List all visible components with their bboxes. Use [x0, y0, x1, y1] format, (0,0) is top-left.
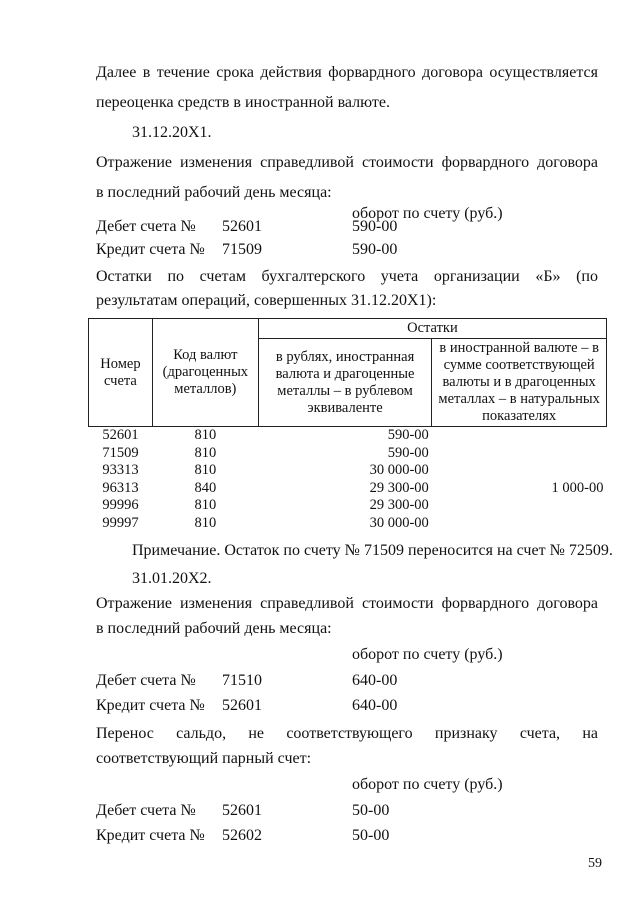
cell-rub: 30 000-00	[369, 514, 429, 531]
cell-account: 93313	[102, 462, 139, 479]
cell-code: 810	[194, 462, 217, 479]
debit-account: 71510	[222, 672, 262, 689]
credit-amount: 590-00	[352, 241, 398, 258]
cell-rub: 590-00	[387, 444, 429, 461]
debit-account: 52601	[222, 802, 262, 819]
turnover-label: оборот по счету (руб.)	[352, 646, 503, 663]
cell-rub: 29 300-00	[369, 497, 429, 514]
paragraph-line: Отражение изменения справедливой стоимости форвардного договора	[96, 595, 598, 612]
cell-code: 810	[194, 444, 217, 461]
paragraph-line: в последний рабочий день месяца:	[96, 620, 332, 637]
debit-amount: 590-00	[352, 218, 398, 235]
cell-fx	[432, 515, 607, 533]
credit-amount: 50-00	[352, 827, 390, 844]
cell-account: 99996	[102, 497, 139, 514]
header-balance-rub: в рублях, иностранная валюта и драгоценные металлы – в рублевом эквиваленте	[258, 339, 432, 427]
header-balance-fx: в иностранной валюте – в сумме соответствующей валюты и в драгоценных металлах – в натуральных показателях	[432, 339, 607, 427]
cell-fx	[432, 497, 607, 515]
table-row	[89, 462, 607, 480]
credit-account: 52601	[222, 697, 262, 714]
debit-account: 52601	[222, 218, 262, 235]
cell-rub: 29 300-00	[369, 479, 429, 496]
cell-fx	[432, 427, 607, 445]
cell-account: 52601	[102, 427, 139, 444]
paragraph-line: в последний рабочий день месяца:	[96, 184, 332, 201]
turnover-label: оборот по счету (руб.)	[352, 776, 503, 793]
table-row	[89, 427, 607, 445]
turnover-label: оборот по счету (руб.)	[352, 205, 503, 222]
paragraph-line: Остатки по счетам бухгалтерского учета организации «Б» (по	[96, 268, 598, 285]
header-account-number: Номер счета	[89, 319, 153, 427]
cell-code: 810	[194, 427, 217, 444]
date-heading: 31.12.20Х1.	[132, 124, 212, 141]
debit-amount: 50-00	[352, 802, 390, 819]
table-row	[89, 445, 607, 463]
debit-label: Дебет счета №	[96, 218, 196, 235]
paragraph-line: Далее в течение срока действия форвардного договора осуществляется	[96, 64, 598, 81]
balances-table	[88, 318, 607, 532]
credit-account: 71509	[222, 241, 262, 258]
credit-label: Кредит счета №	[96, 827, 205, 844]
cell-rub: 30 000-00	[369, 462, 429, 479]
cell-code: 810	[194, 497, 217, 514]
cell-fx	[432, 445, 607, 463]
credit-amount: 640-00	[352, 697, 398, 714]
paragraph-line: результатам операций, совершенных 31.12.20Х1):	[96, 292, 437, 309]
table-row	[89, 480, 607, 498]
paragraph-line: Перенос сальдо, не соответствующего признаку счета, на	[96, 725, 598, 742]
debit-label: Дебет счета №	[96, 672, 196, 689]
credit-label: Кредит счета №	[96, 697, 205, 714]
paragraph-line: соответствующий парный счет:	[96, 750, 312, 767]
table-row	[89, 515, 607, 533]
credit-account: 52602	[222, 827, 262, 844]
cell-code: 840	[194, 479, 217, 496]
cell-account: 96313	[102, 479, 139, 496]
credit-label: Кредит счета №	[96, 241, 205, 258]
paragraph-line: переоценка средств в иностранной валюте.	[96, 94, 390, 111]
debit-amount: 640-00	[352, 672, 398, 689]
debit-label: Дебет счета №	[96, 802, 196, 819]
cell-fx	[432, 462, 607, 480]
header-currency-code: Код валют (драгоценных металлов)	[152, 319, 258, 427]
cell-account: 99997	[102, 514, 139, 531]
note-text: Примечание. Остаток по счету № 71509 переносится на счет № 72509.	[132, 542, 613, 559]
cell-account: 71509	[102, 444, 139, 461]
header-balances: Остатки	[258, 319, 606, 339]
paragraph-line: Отражение изменения справедливой стоимости форвардного договора	[96, 154, 598, 171]
page-number: 59	[588, 856, 602, 871]
cell-rub: 590-00	[387, 427, 429, 444]
cell-fx: 1 000-00	[551, 479, 604, 496]
table-row	[89, 497, 607, 515]
date-heading: 31.01.20Х2.	[132, 570, 212, 587]
cell-code: 810	[194, 514, 217, 531]
